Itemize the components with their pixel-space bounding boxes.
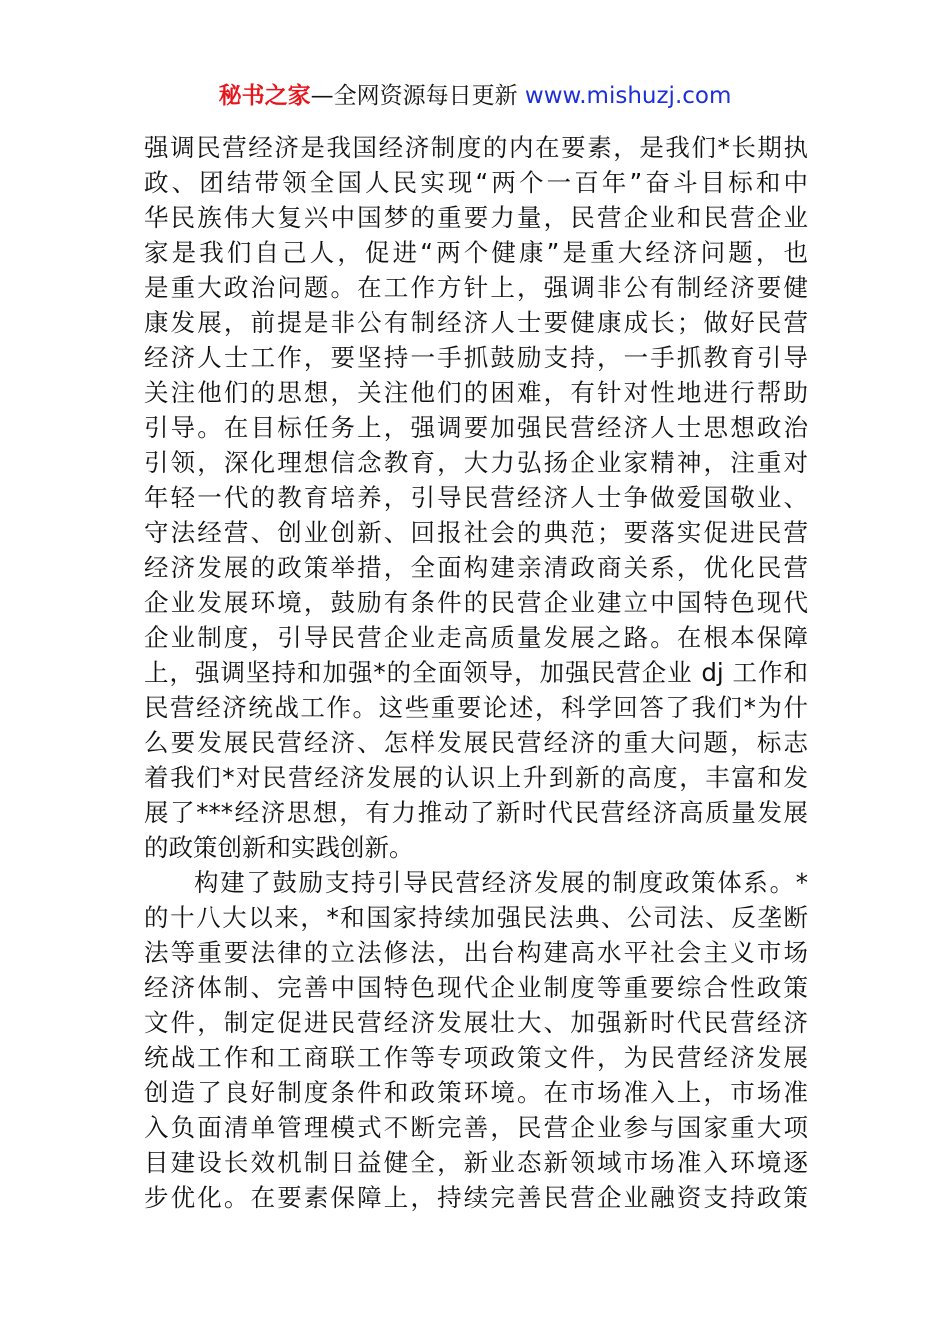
text-line: 引领，深化理想信念教育，大力弘扬企业家精神，注重对 <box>144 448 808 477</box>
site-url-link[interactable]: www.mishuzj.com <box>524 83 732 109</box>
text-line: 企业发展环境，鼓励有条件的民营企业建立中国特色现代 <box>144 588 808 617</box>
text-line: 守法经营、创业创新、回报社会的典范；要落实促进民营 <box>144 518 808 547</box>
text-line: 创造了良好制度条件和政策环境。在市场准入上，市场准 <box>144 1078 808 1107</box>
site-header <box>0 80 950 112</box>
text-line: 着我们*对民营经济发展的认识上升到新的高度，丰富和发 <box>144 763 808 792</box>
text-line: 华民族伟大复兴中国梦的重要力量，民营企业和民营企业 <box>144 203 808 232</box>
text-line: 展了***经济思想，有力推动了新时代民营经济高质量发展 <box>144 798 808 827</box>
text-line: 政、团结带领全国人民实现“两个一百年”奋斗目标和中 <box>144 168 808 197</box>
text-line: 步优化。在要素保障上，持续完善民营企业融资支持政策 <box>144 1183 808 1212</box>
text-line: 上，强调坚持和加强*的全面领导，加强民营企业 dj 工作和 <box>144 658 808 687</box>
text-line: 的政策创新和实践创新。 <box>144 833 414 862</box>
text-line: 经济体制、完善中国特色现代企业制度等重要综合性政策 <box>144 973 808 1002</box>
text-line: 关注他们的思想，关注他们的困难，有针对性地进行帮助 <box>144 378 808 407</box>
text-line: 统战工作和工商联工作等专项政策文件，为民营经济发展 <box>144 1043 808 1072</box>
text-line: 法等重要法律的立法修法，出台构建高水平社会主义市场 <box>144 938 808 967</box>
text-line: 引导。在目标任务上，强调要加强民营经济人士思想政治 <box>144 413 808 442</box>
text-line: 家是我们自己人，促进“两个健康”是重大经济问题，也 <box>144 238 808 267</box>
paragraph-first-line: 构建了鼓励支持引导民营经济发展的制度政策体系。* <box>194 868 808 897</box>
text-line: 是重大政治问题。在工作方针上，强调非公有制经济要健 <box>144 273 808 302</box>
text-line: 么要发展民营经济、怎样发展民营经济的重大问题，标志 <box>144 728 808 757</box>
header-tagline: —全网资源每日更新 <box>310 83 518 109</box>
text-line: 强调民营经济是我国经济制度的内在要素，是我们*长期执 <box>144 133 808 162</box>
text-line: 企业制度，引导民营企业走高质量发展之路。在根本保障 <box>144 623 808 652</box>
text-line: 民营经济统战工作。这些重要论述，科学回答了我们*为什 <box>144 693 808 722</box>
brand-name: 秘书之家 <box>218 83 311 109</box>
text-line: 经济人士工作，要坚持一手抓鼓励支持，一手抓教育引导 <box>144 343 808 372</box>
text-line: 经济发展的政策举措，全面构建亲清政商关系，优化民营 <box>144 553 808 582</box>
text-line: 入负面清单管理模式不断完善，民营企业参与国家重大项 <box>144 1113 808 1142</box>
text-line: 目建设长效机制日益健全，新业态新领域市场准入环境逐 <box>144 1148 808 1177</box>
article-body <box>144 130 808 1215</box>
text-line: 康发展，前提是非公有制经济人士要健康成长；做好民营 <box>144 308 808 337</box>
text-line: 年轻一代的教育培养，引导民营经济人士争做爱国敬业、 <box>144 483 808 512</box>
text-line: 文件，制定促进民营经济发展壮大、加强新时代民营经济 <box>144 1008 808 1037</box>
text-line: 的十八大以来，*和国家持续加强民法典、公司法、反垄断 <box>144 903 808 932</box>
